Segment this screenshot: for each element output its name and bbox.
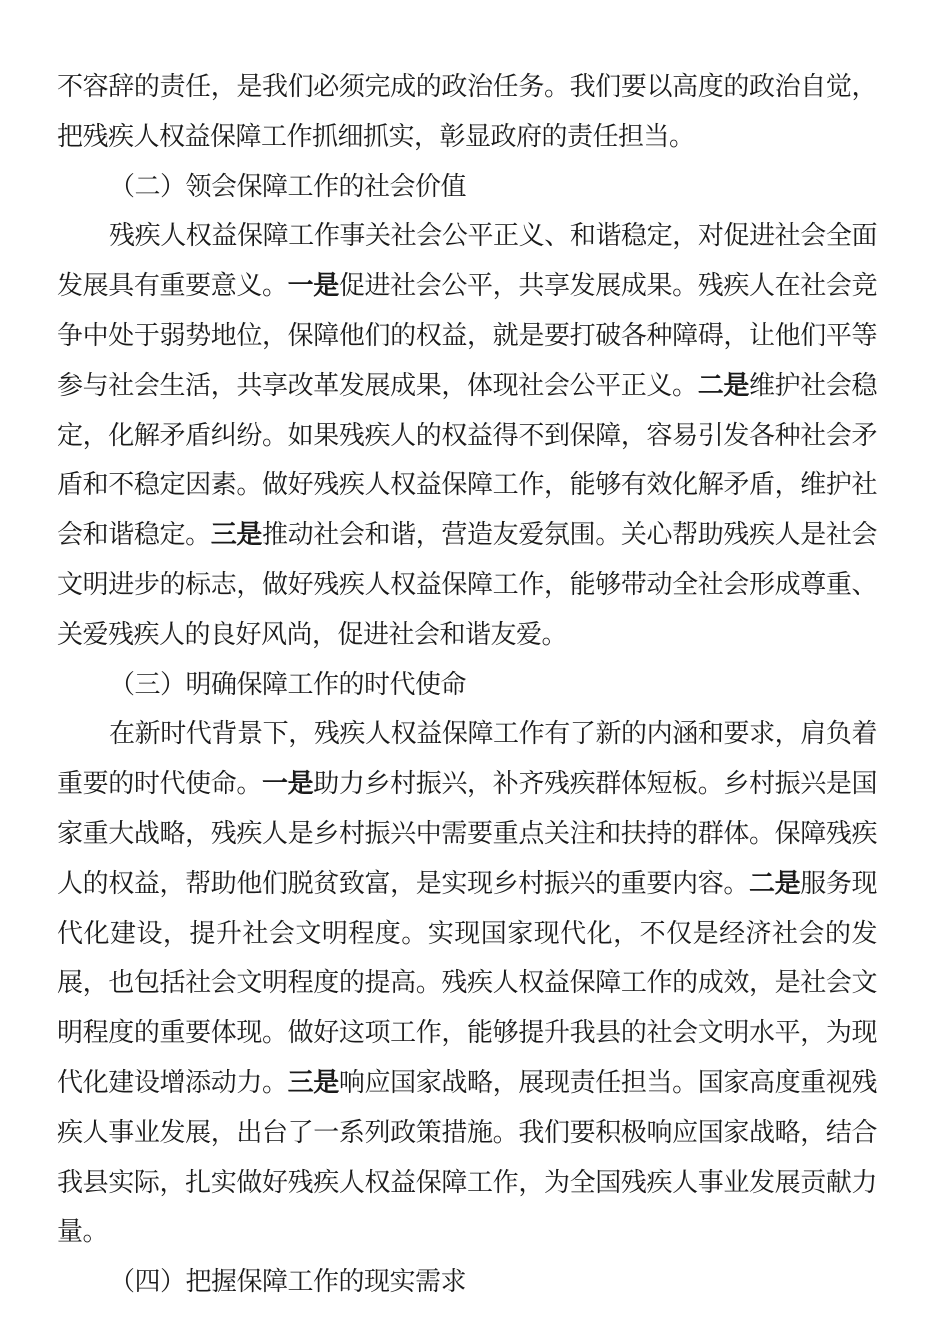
point-lead-2: 二是 [748, 868, 801, 899]
point-lead-1: 一是 [287, 271, 339, 302]
text-run: 不容辞的责任，是我们必须完成的政治任务。我们要以高度的政治自觉，把残疾人权益保障工作抓细抓实，彰显政府的责任担当。 [57, 72, 877, 152]
point-lead-3: 三是 [287, 1067, 339, 1098]
text-run: 响应国家战略，展现责任担当。国家高度重视残疾人事业发展，出台了一系列政策措施。我们要积极响应国家战略，结合我县实际，扎实做好残疾人权益保障工作，为全国残疾人事业发展贡献力量。 [57, 1067, 877, 1248]
text-run: 助力乡村振兴，补齐残疾群体短板。乡村振兴是国家重大战略，残疾人是乡村振兴中需要重点关注和扶持的群体。保障残疾人的权益，帮助他们脱贫致富，是实现乡村振兴的重要内容。 [57, 769, 877, 899]
document-page [57, 63, 877, 1308]
text-run: 促进社会公平，共享发展成果。残疾人在社会竞争中处于弱势地位，保障他们的权益，就是要打破各种障碍，让他们平等参与社会生活，共享改革发展成果，体现社会公平正义。 [57, 271, 877, 401]
section-heading-4: （四）把握保障工作的现实需求 [109, 1267, 467, 1298]
paragraph-intro [57, 63, 877, 163]
paragraph-era-mission [57, 710, 877, 1258]
point-lead-2: 二是 [697, 370, 749, 401]
section-heading-3: （三）明确保障工作的时代使命 [109, 669, 467, 700]
text-run: 推动社会和谐，营造友爱氛围。关心帮助残疾人是社会文明进步的标志，做好残疾人权益保障工作，能够带动全社会形成尊重、关爱残疾人的良好风尚，促进社会和谐友爱。 [57, 520, 877, 650]
point-lead-3: 三是 [210, 520, 263, 551]
text-run: 维护社会稳定，化解矛盾纠纷。如果残疾人的权益得不到保障，容易引发各种社会矛盾和不稳定因素。做好残疾人权益保障工作，能够有效化解矛盾，维护社会和谐稳定。 [57, 370, 877, 551]
text-run: 残疾人权益保障工作事关社会公平正义、和谐稳定，对促进社会全面发展具有重要意义。 [57, 221, 877, 302]
text-run: 服务现代化建设，提升社会文明程度。实现国家现代化，不仅是经济社会的发展，也包括社会文明程度的提高。残疾人权益保障工作的成效，是社会文明程度的重要体现。做好这项工作，能够提升我县的社会文明水平，为现代化建设增添动力。 [57, 868, 877, 1098]
text-run: 在新时代背景下，残疾人权益保障工作有了新的内涵和要求，肩负着重要的时代使命。 [57, 719, 877, 800]
paragraph-social-value [57, 212, 877, 660]
section-heading-2: （二）领会保障工作的社会价值 [109, 171, 467, 202]
point-lead-1: 一是 [262, 769, 314, 800]
